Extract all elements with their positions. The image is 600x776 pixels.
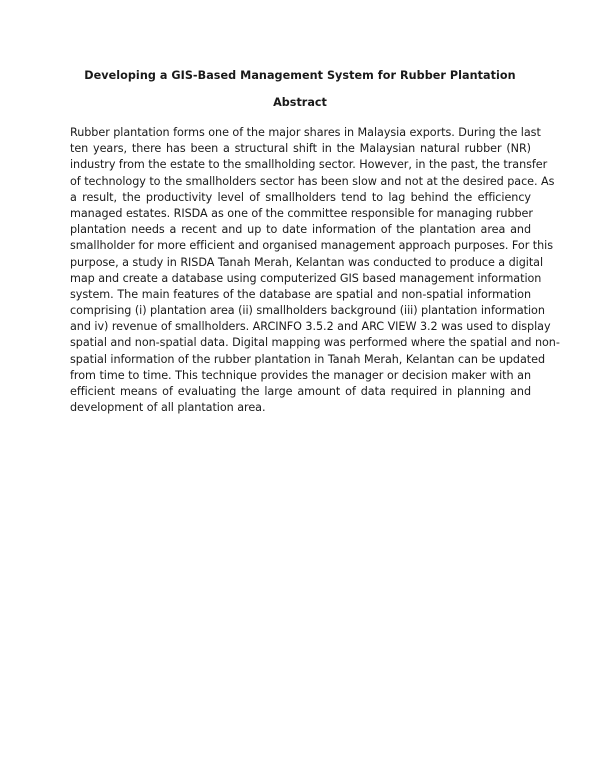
- abstract-line: map and create a database using computerized GIS based management information: [70, 271, 542, 285]
- abstract-line: purpose, a study in RISDA Tanah Merah, Kelantan was conducted to produce a digital: [70, 255, 544, 269]
- abstract-line: from time to time. This technique provides the manager or decision maker with an: [70, 368, 531, 382]
- abstract-body: [70, 125, 560, 416]
- abstract-line: spatial information of the rubber plantation in Tanah Merah, Kelantan can be updated: [70, 352, 545, 366]
- abstract-line: Rubber plantation forms one of the major shares in Malaysia exports. During the last: [70, 126, 541, 139]
- abstract-line: system. The main features of the database are spatial and non-spatial information: [70, 287, 531, 301]
- abstract-line: efficient means of evaluating the large amount of data required in planning and: [70, 385, 531, 398]
- abstract-line: plantation needs a recent and up to date information of the plantation area and: [70, 223, 531, 237]
- section-heading-abstract: Abstract: [273, 96, 327, 109]
- abstract-line: industry from the estate to the smallholding sector. However, in the past, the transfer: [70, 158, 548, 172]
- abstract-line: comprising (i) plantation area (ii) smallholders background (iii) plantation information: [70, 304, 545, 318]
- abstract-line: ten years, there has been a structural shift in the Malaysian natural rubber (NR): [70, 142, 531, 156]
- abstract-line: of technology to the smallholders sector has been slow and not at the desired pace. As: [70, 174, 555, 188]
- abstract-line: spatial and non-spatial data. Digital mapping was performed where the spatial and non-: [70, 336, 560, 350]
- document-title: Developing a GIS-Based Management System for Rubber Plantation: [84, 69, 516, 82]
- abstract-line: and iv) revenue of smallholders. ARCINFO 3.5.2 and ARC VIEW 3.2 was used to display: [70, 320, 551, 334]
- abstract-line: development of all plantation area.: [70, 401, 266, 415]
- abstract-line: a result, the productivity level of smallholders tend to lag behind the efficiency: [70, 190, 531, 204]
- abstract-line: smallholder for more efficient and organised management approach purposes. For this: [70, 239, 553, 253]
- abstract-line: managed estates. RISDA as one of the committee responsible for managing rubber: [70, 206, 533, 220]
